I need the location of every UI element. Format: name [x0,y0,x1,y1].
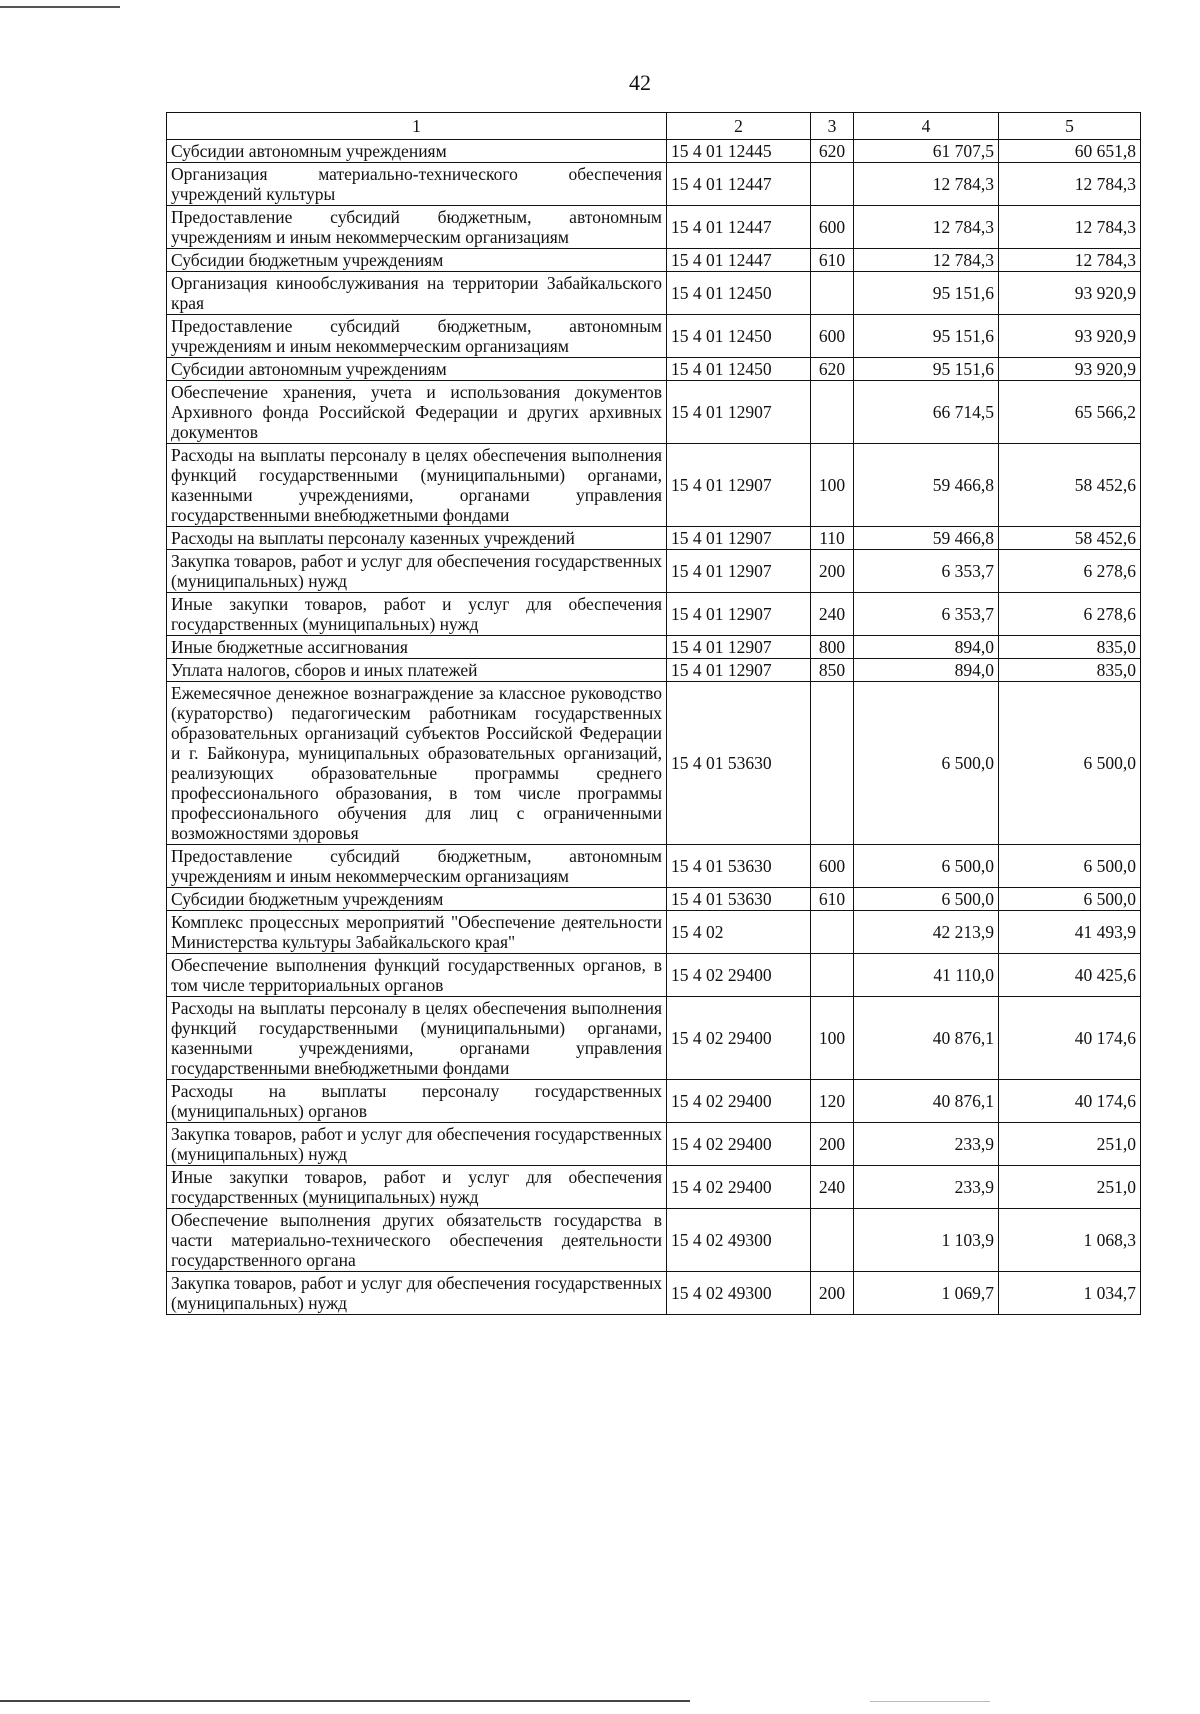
table-row [167,659,1141,682]
row-expense-type-cell [811,954,854,997]
row-code-cell: 15 4 01 12450 [667,272,811,315]
table-row [167,140,1141,163]
row-value-col4-cell: 233,9 [854,1166,999,1209]
row-name-cell: Закупка товаров, работ и услуг для обеспечения государственных (муниципальных) нужд [167,1123,667,1166]
row-value-col5-cell: 251,0 [999,1123,1141,1166]
row-name-cell: Расходы на выплаты персоналу в целях обеспечения выполнения функций государственными (муниципальными) органами, казенными учреждениями, органами управления государственными внебюджетными фондами [167,997,667,1080]
row-expense-type-cell: 610 [811,249,854,272]
scan-edge-line [0,6,120,8]
header-col-1: 1 [167,113,667,140]
row-value-col5-cell: 65 566,2 [999,381,1141,444]
table-row [167,315,1141,358]
table-row [167,845,1141,888]
row-name-cell: Предоставление субсидий бюджетным, автономным учреждениям и иным некоммерческим организациям [167,845,667,888]
row-expense-type-cell: 100 [811,997,854,1080]
row-name-cell: Расходы на выплаты персоналу государственных (муниципальных) органов [167,1080,667,1123]
row-name-cell: Обеспечение выполнения функций государственных органов, в том числе территориальных органов [167,954,667,997]
row-value-col5-cell: 835,0 [999,636,1141,659]
table-row [167,1209,1141,1272]
table-row [167,682,1141,845]
row-expense-type-cell: 120 [811,1080,854,1123]
row-code-cell: 15 4 01 12907 [667,636,811,659]
row-name-cell: Расходы на выплаты персоналу в целях обеспечения выполнения функций государственными (муниципальными) органами, казенными учреждениями, органами управления государственными внебюджетными фондами [167,444,667,527]
row-code-cell: 15 4 01 12447 [667,249,811,272]
row-name-cell: Субсидии бюджетным учреждениям [167,888,667,911]
table-row [167,1123,1141,1166]
row-name-cell: Закупка товаров, работ и услуг для обеспечения государственных (муниципальных) нужд [167,550,667,593]
row-value-col4-cell: 12 784,3 [854,249,999,272]
row-value-col5-cell: 12 784,3 [999,249,1141,272]
row-expense-type-cell: 200 [811,1123,854,1166]
table-row [167,163,1141,206]
row-name-cell: Субсидии автономным учреждениям [167,358,667,381]
row-code-cell: 15 4 01 53630 [667,682,811,845]
row-value-col4-cell: 61 707,5 [854,140,999,163]
table-row [167,1080,1141,1123]
row-value-col5-cell: 41 493,9 [999,911,1141,954]
scan-edge-line [870,1701,990,1702]
row-name-cell: Ежемесячное денежное вознаграждение за классное руководство (кураторство) педагогическим работникам государственных образовательных организаций субъектов Российской Федерации и г. Байконура, муниципальных образовательных организаций, реализующих образовательные программы среднего профессионального образования, в том числе программы профессионального обучения для лиц с ограниченными возможностями здоровья [167,682,667,845]
table-row [167,1166,1141,1209]
row-name-cell: Обеспечение хранения, учета и использования документов Архивного фонда Российской Федерации и других архивных документов [167,381,667,444]
row-value-col4-cell: 894,0 [854,659,999,682]
row-code-cell: 15 4 01 12447 [667,163,811,206]
row-code-cell: 15 4 02 29400 [667,997,811,1080]
row-value-col5-cell: 40 174,6 [999,1080,1141,1123]
row-value-col5-cell: 12 784,3 [999,163,1141,206]
row-value-col4-cell: 6 500,0 [854,682,999,845]
table-row [167,550,1141,593]
row-code-cell: 15 4 01 12447 [667,206,811,249]
row-value-col4-cell: 95 151,6 [854,358,999,381]
row-expense-type-cell: 620 [811,358,854,381]
row-value-col5-cell: 93 920,9 [999,272,1141,315]
row-code-cell: 15 4 02 29400 [667,1166,811,1209]
row-code-cell: 15 4 01 53630 [667,888,811,911]
row-name-cell: Иные бюджетные ассигнования [167,636,667,659]
row-expense-type-cell: 600 [811,315,854,358]
row-expense-type-cell: 620 [811,140,854,163]
row-name-cell: Уплата налогов, сборов и иных платежей [167,659,667,682]
row-code-cell: 15 4 01 12450 [667,358,811,381]
table-row [167,997,1141,1080]
row-expense-type-cell: 600 [811,206,854,249]
row-expense-type-cell [811,163,854,206]
row-expense-type-cell: 600 [811,845,854,888]
scan-edge-line [0,1700,690,1702]
row-code-cell: 15 4 02 [667,911,811,954]
row-name-cell: Организация материально-технического обеспечения учреждений культуры [167,163,667,206]
row-code-cell: 15 4 01 12450 [667,315,811,358]
header-col-5: 5 [999,113,1141,140]
row-value-col4-cell: 6 500,0 [854,845,999,888]
row-name-cell: Закупка товаров, работ и услуг для обеспечения государственных (муниципальных) нужд [167,1272,667,1315]
budget-table [166,112,1141,1315]
page-number: 42 [629,70,651,95]
table-row [167,636,1141,659]
row-code-cell: 15 4 01 12445 [667,140,811,163]
table-row [167,272,1141,315]
row-code-cell: 15 4 01 53630 [667,845,811,888]
table-row [167,381,1141,444]
row-code-cell: 15 4 01 12907 [667,381,811,444]
table-row [167,1272,1141,1315]
row-value-col4-cell: 233,9 [854,1123,999,1166]
row-code-cell: 15 4 02 29400 [667,1080,811,1123]
table-body [167,140,1141,1315]
row-name-cell: Организация кинообслуживания на территории Забайкальского края [167,272,667,315]
row-value-col5-cell: 251,0 [999,1166,1141,1209]
row-expense-type-cell [811,381,854,444]
row-expense-type-cell [811,1209,854,1272]
table-row [167,358,1141,381]
row-expense-type-cell: 200 [811,1272,854,1315]
row-value-col5-cell: 93 920,9 [999,358,1141,381]
row-code-cell: 15 4 02 49300 [667,1272,811,1315]
row-expense-type-cell: 610 [811,888,854,911]
row-value-col4-cell: 40 876,1 [854,997,999,1080]
row-expense-type-cell: 800 [811,636,854,659]
row-name-cell: Расходы на выплаты персоналу казенных учреждений [167,527,667,550]
row-value-col5-cell: 1 068,3 [999,1209,1141,1272]
row-expense-type-cell: 200 [811,550,854,593]
row-expense-type-cell [811,272,854,315]
row-value-col5-cell: 1 034,7 [999,1272,1141,1315]
table-row [167,206,1141,249]
row-value-col4-cell: 6 353,7 [854,550,999,593]
table-row [167,954,1141,997]
row-value-col4-cell: 12 784,3 [854,206,999,249]
row-code-cell: 15 4 01 12907 [667,527,811,550]
row-value-col5-cell: 58 452,6 [999,444,1141,527]
row-value-col5-cell: 60 651,8 [999,140,1141,163]
row-value-col4-cell: 1 103,9 [854,1209,999,1272]
row-code-cell: 15 4 01 12907 [667,659,811,682]
table-row [167,911,1141,954]
table-row [167,444,1141,527]
row-value-col4-cell: 41 110,0 [854,954,999,997]
row-expense-type-cell: 850 [811,659,854,682]
row-expense-type-cell [811,682,854,845]
row-code-cell: 15 4 02 49300 [667,1209,811,1272]
row-code-cell: 15 4 01 12907 [667,593,811,636]
header-col-2: 2 [667,113,811,140]
row-expense-type-cell: 240 [811,1166,854,1209]
row-value-col4-cell: 59 466,8 [854,444,999,527]
row-name-cell: Предоставление субсидий бюджетным, автономным учреждениям и иным некоммерческим организациям [167,206,667,249]
header-col-4: 4 [854,113,999,140]
row-value-col4-cell: 95 151,6 [854,272,999,315]
row-name-cell: Иные закупки товаров, работ и услуг для обеспечения государственных (муниципальных) нужд [167,593,667,636]
row-name-cell: Обеспечение выполнения других обязательств государства в части материально-технического обеспечения деятельности государственного органа [167,1209,667,1272]
table-row [167,593,1141,636]
row-name-cell: Иные закупки товаров, работ и услуг для обеспечения государственных (муниципальных) нужд [167,1166,667,1209]
row-value-col5-cell: 6 278,6 [999,593,1141,636]
row-value-col4-cell: 95 151,6 [854,315,999,358]
row-value-col5-cell: 6 278,6 [999,550,1141,593]
row-value-col4-cell: 12 784,3 [854,163,999,206]
table-row [167,249,1141,272]
row-value-col5-cell: 58 452,6 [999,527,1141,550]
table-header [167,113,1141,140]
row-value-col4-cell: 894,0 [854,636,999,659]
header-row [167,113,1141,140]
row-value-col4-cell: 6 353,7 [854,593,999,636]
row-value-col5-cell: 40 174,6 [999,997,1141,1080]
row-name-cell: Комплекс процессных мероприятий "Обеспечение деятельности Министерства культуры Забайкальского края" [167,911,667,954]
row-code-cell: 15 4 01 12907 [667,444,811,527]
row-value-col5-cell: 12 784,3 [999,206,1141,249]
row-value-col4-cell: 59 466,8 [854,527,999,550]
row-value-col5-cell: 835,0 [999,659,1141,682]
row-expense-type-cell [811,911,854,954]
row-value-col4-cell: 40 876,1 [854,1080,999,1123]
row-value-col5-cell: 6 500,0 [999,845,1141,888]
row-value-col4-cell: 66 714,5 [854,381,999,444]
row-value-col4-cell: 6 500,0 [854,888,999,911]
row-code-cell: 15 4 02 29400 [667,954,811,997]
row-code-cell: 15 4 01 12907 [667,550,811,593]
row-value-col5-cell: 93 920,9 [999,315,1141,358]
row-name-cell: Субсидии автономным учреждениям [167,140,667,163]
row-code-cell: 15 4 02 29400 [667,1123,811,1166]
row-value-col5-cell: 40 425,6 [999,954,1141,997]
row-value-col5-cell: 6 500,0 [999,682,1141,845]
row-expense-type-cell: 110 [811,527,854,550]
row-name-cell: Субсидии бюджетным учреждениям [167,249,667,272]
row-expense-type-cell: 240 [811,593,854,636]
table-row [167,888,1141,911]
row-value-col4-cell: 1 069,7 [854,1272,999,1315]
row-value-col4-cell: 42 213,9 [854,911,999,954]
row-expense-type-cell: 100 [811,444,854,527]
row-value-col5-cell: 6 500,0 [999,888,1141,911]
row-name-cell: Предоставление субсидий бюджетным, автономным учреждениям и иным некоммерческим организациям [167,315,667,358]
table-row [167,527,1141,550]
header-col-3: 3 [811,113,854,140]
